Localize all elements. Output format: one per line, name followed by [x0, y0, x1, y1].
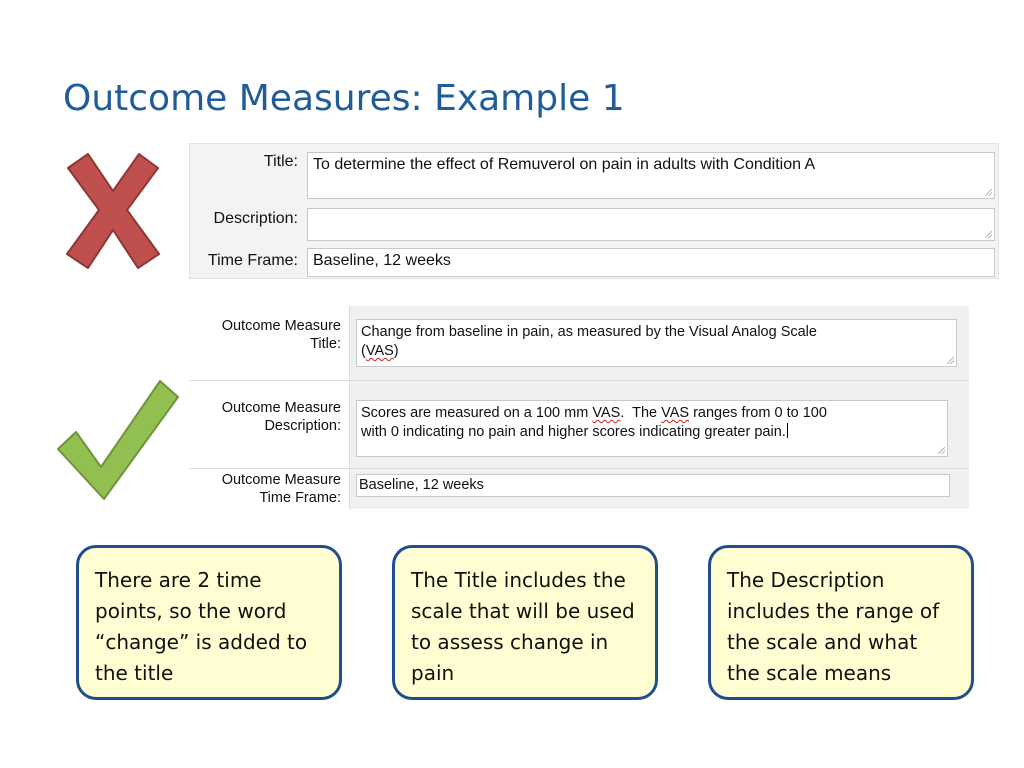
- good-example-form: [189, 306, 969, 509]
- label-column: [189, 381, 350, 468]
- spellcheck-word: VAS: [661, 405, 690, 421]
- bad-example-form: [189, 143, 999, 279]
- label-column: [189, 469, 350, 509]
- outcome-title-label: Outcome Measure Title:: [221, 318, 341, 352]
- outcome-title-field[interactable]: Change from baseline in pain, as measured by the Visual Analog Scale (VAS): [356, 319, 957, 367]
- outcome-title-row: [189, 306, 969, 381]
- outcome-time-frame-label: Outcome Measure Time Frame:: [221, 472, 341, 506]
- text-cursor: [787, 423, 788, 438]
- resize-grip-icon[interactable]: [985, 231, 992, 238]
- callout-description-range: [708, 545, 974, 700]
- outcome-time-frame-row: [189, 469, 969, 509]
- callout-text: There are 2 time points, so the word “change” is added to the title: [95, 568, 308, 685]
- title-field-value: To determine the effect of Remuverol on pain in adults with Condition A: [313, 156, 816, 173]
- callout-text: The Description includes the range of the scale and what the scale means: [727, 568, 940, 685]
- time-frame-field[interactable]: [307, 248, 995, 277]
- callout-title-scale: [392, 545, 658, 700]
- cross-mark-icon: [64, 152, 164, 270]
- spellcheck-word: VAS: [592, 405, 621, 421]
- resize-grip-icon[interactable]: [985, 189, 992, 196]
- outcome-description-label: Outcome Measure Description:: [221, 400, 341, 434]
- outcome-description-field[interactable]: Scores are measured on a 100 mm VAS. The VAS ranges from 0 to 100 with 0 indicating no pain and higher scores indicating greater pain.: [356, 400, 948, 457]
- resize-grip-icon[interactable]: [947, 357, 954, 364]
- label-column: [189, 306, 350, 380]
- callout-time-points: [76, 545, 342, 700]
- outcome-time-frame-field[interactable]: Baseline, 12 weeks: [356, 474, 950, 497]
- title-field[interactable]: [307, 152, 995, 199]
- check-mark-icon: [56, 377, 184, 503]
- spellcheck-word: VAS: [365, 343, 394, 359]
- time-frame-field-value: Baseline, 12 weeks: [313, 252, 451, 269]
- resize-grip-icon[interactable]: [938, 447, 945, 454]
- callout-text: The Title includes the scale that will be used to assess change in pain: [411, 568, 635, 685]
- outcome-description-row: [189, 381, 969, 469]
- description-field[interactable]: [307, 208, 995, 241]
- time-frame-label: Time Frame:: [207, 252, 298, 269]
- description-label: Description:: [213, 210, 298, 227]
- title-label: Title:: [263, 153, 298, 170]
- slide-title: Outcome Measures: Example 1: [63, 78, 625, 119]
